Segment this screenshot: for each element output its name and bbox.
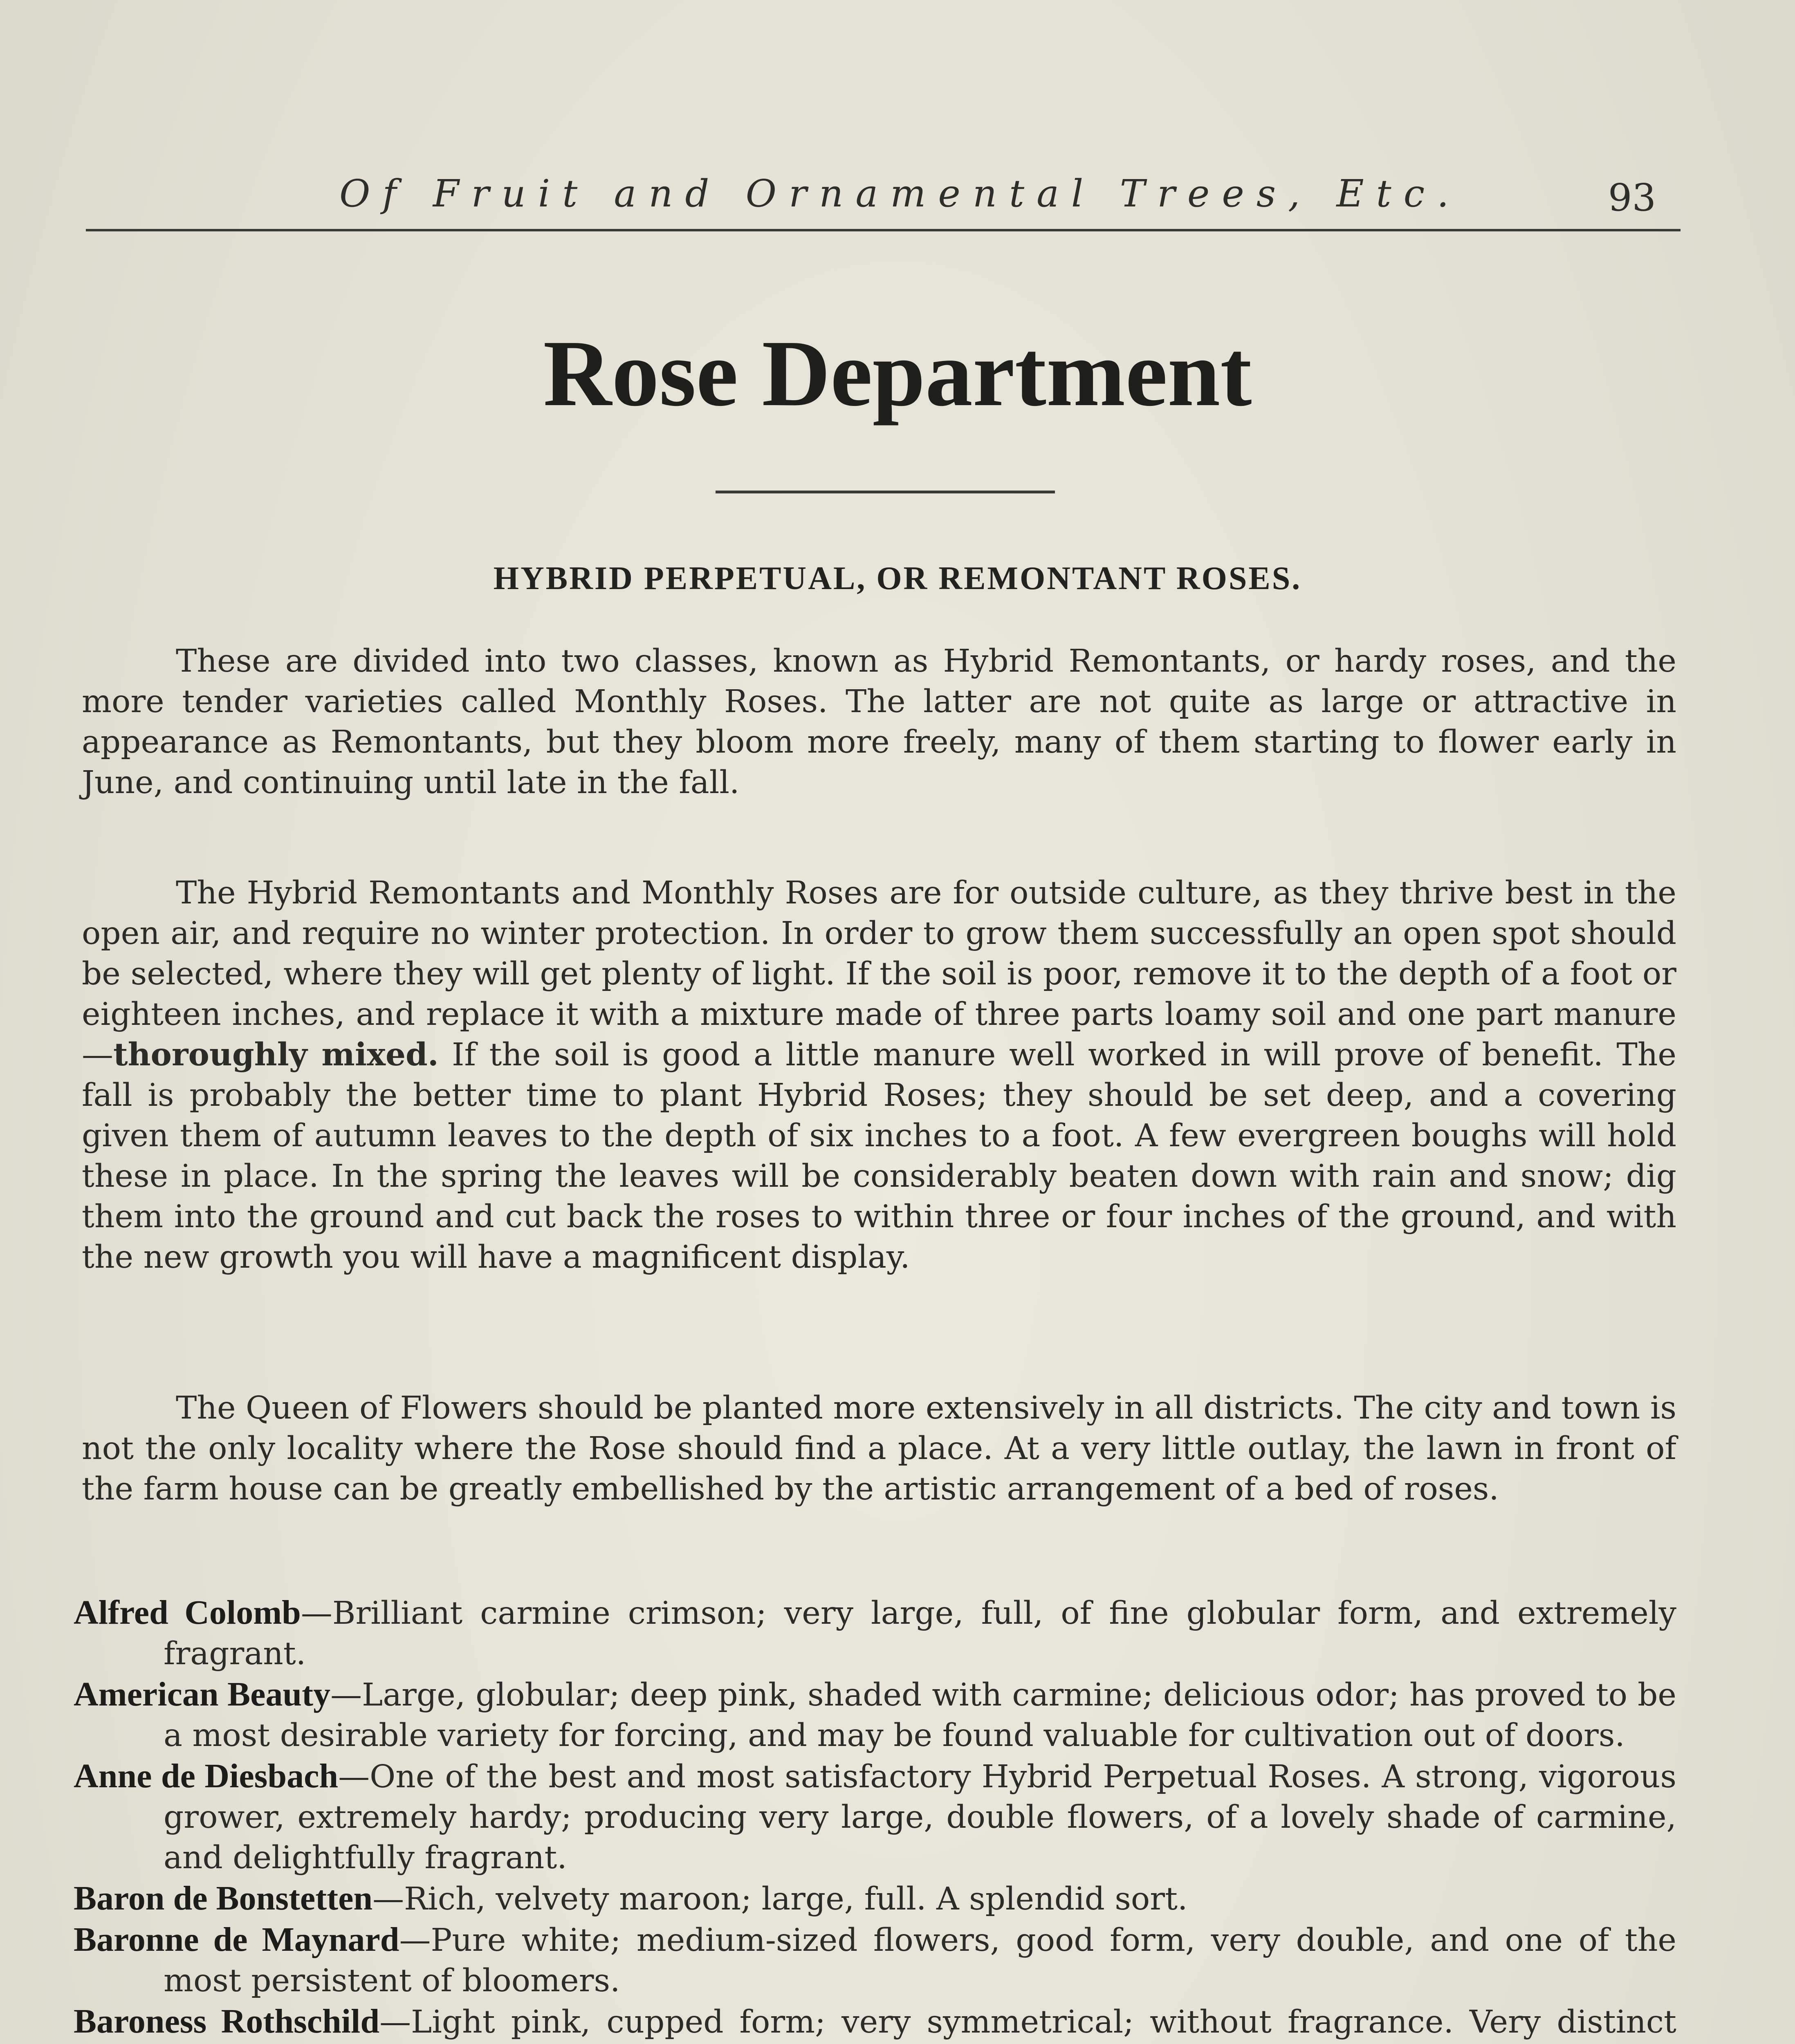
variety-name: Alfred Colomb [74, 1594, 301, 1632]
variety-description: —Rich, velvety maroon; large, full. A splendid sort. [372, 1881, 1188, 1917]
intro-paragraph-2 [82, 873, 1676, 1278]
running-head [86, 164, 1681, 231]
variety-description: —Large, globular; deep pink, shaded with carmine; delicious odor; has proved to be a most desirable variety for forcing, and may be found valuable for cultivation out of doors. [164, 1677, 1676, 1754]
emphasis-text: thoroughly mixed. [113, 1036, 439, 1073]
variety-name: Anne de Diesbach [74, 1757, 339, 1795]
variety-description: —Pure white; medium-sized flowers, good form, very double, and one of the most persistent of bloomers. [164, 1922, 1676, 1999]
variety-entry [74, 1756, 1676, 1878]
rose-variety-list [74, 1592, 1676, 2044]
variety-entry [74, 1878, 1676, 1919]
section-heading: HYBRID PERPETUAL, OR REMONTANT ROSES. [493, 560, 1302, 596]
variety-name: Baroness Rothschild [74, 2002, 380, 2040]
variety-name: Baronne de Maynard [74, 1921, 399, 1959]
variety-name: Baron de Bonstetten [74, 1879, 373, 1917]
variety-entry [74, 1674, 1676, 1756]
variety-entry [74, 1919, 1676, 2001]
variety-name: American Beauty [74, 1675, 331, 1713]
page-number: 93 [1608, 176, 1656, 220]
variety-entry [74, 2001, 1676, 2044]
running-title: Of Fruit and Ornamental Trees, Etc. [339, 172, 1461, 215]
title-divider [716, 491, 1055, 493]
variety-description: —One of the best and most satisfactory Hybrid Perpetual Roses. A strong, vigorous grower, extremely hardy; producing very large, double flowers, of a lovely shade of carmine, and delightfully fragrant. [164, 1759, 1676, 1876]
paragraph-text: The Hybrid Remontants and Monthly Roses are for outside culture, as they thrive best in the open air, and require no winter protection. In order to grow them successfully an open spot should be selected, where they will get plenty of light. If the soil is poor, remove it to the depth of a foot or eighteen inches, and replace it with a mixture made of three parts loamy soil and one part manure— [82, 875, 1676, 1073]
paragraph-text: If the soil is good a little manure well worked in will prove of benefit. The fall is probably the better time to plant Hybrid Roses; they should be set deep, and a covering given them of autumn leaves to the depth of six inches to a foot. A few evergreen boughs will hold these in place. In the spring the leaves will be considerably beaten down with rain and snow; dig them into the ground and cut back the roses to within three or four inches of the ground, and with the new growth you will have a magnificent display. [82, 1037, 1676, 1275]
intro-paragraph-1: These are divided into two classes, known as Hybrid Remontants, or hardy roses, and the more tender varieties called Monthly Roses. The latter are not quite as large or attractive in appearance as Remontants, but they bloom more freely, many of them starting to flower early in June, and continuing until late in the fall. [82, 643, 1676, 801]
variety-description: —Brilliant carmine crimson; very large, full, of fine globular form, and extremely fragrant. [164, 1595, 1676, 1672]
variety-description: —Light pink, cupped form; very symmetrical; without fragrance. Very distinct [379, 2004, 1676, 2040]
intro-paragraph-3: The Queen of Flowers should be planted more extensively in all districts. The city and town is not the only locality where the Rose should find a place. At a very little outlay, the lawn in front of the farm house can be greatly embellished by the artistic arrangement of a bed of roses. [82, 1390, 1676, 1507]
page-title: Rose Department [543, 321, 1252, 426]
variety-entry [74, 1592, 1676, 1674]
